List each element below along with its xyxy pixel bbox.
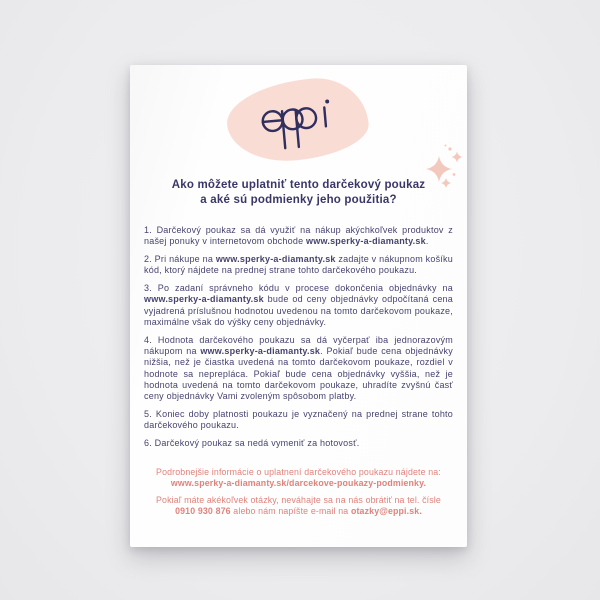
sparkle-icon (417, 143, 465, 191)
page-title-line: a aké sú podmienky jeho použitia? (200, 194, 397, 206)
term-item: 5. Koniec doby platnosti poukazu je vyznačený na prednej strane tohto darčekového poukazu. (144, 409, 453, 431)
page-title (144, 178, 453, 208)
eppi-logo (258, 96, 338, 152)
note-item: Podrobnejšie informácie o uplatnení darčekového poukazu nájdete na: www.sperky-a-diamanty.sk/darcekove-poukazy-podmienky. (156, 466, 441, 488)
note-item: Pokiaľ máte akékoľvek otázky, neváhajte sa na nás obrátiť na tel. čísle 0910 930 876 alebo nám napíšte e-mail na otazky@eppi.sk. (156, 495, 441, 517)
term-item: 3. Po zadaní správneho kódu v procese dokončenia objednávky na www.sperky-a-diamanty.sk bude od ceny objednávky odpočítaná cena vyjadrená príslušnou hodnotou uvedenou na tomto darčekovom poukaze, maximálne však do výšky ceny objednávky. (144, 283, 453, 328)
page-title-line: Ako môžete uplatniť tento darčekový poukaz (171, 179, 426, 191)
term-item: 4. Hodnota darčekového poukazu sa dá vyčerpať iba jednorazovým nákupom na www.sperky-a-diamanty.sk. Pokiaľ bude cena objednávky nižšia, než je čiastka uvedená na tomto darčekovom poukaze, rozdiel v hodnote sa neprepláca. Pokiaľ bude cena objednávky vyššia, než je hodnota uvedená na tomto darčekovom poukaze, uhradíte zvyšnú časť ceny objednávky Vami zvoleným spôsobom platby. (144, 334, 453, 402)
voucher-card (130, 65, 467, 547)
term-item: 2. Pri nákupe na www.sperky-a-diamanty.sk zadajte v nákupnom košíku kód, ktorý nájdete na prednej strane tohto darčekového poukazu. (144, 254, 453, 276)
terms-list (144, 225, 453, 450)
footer-notes (138, 467, 459, 518)
logo-blob (224, 74, 371, 166)
term-item: 6. Darčekový poukaz sa nedá vymeniť za hotovosť. (144, 438, 360, 449)
term-item: 1. Darčekový poukaz sa dá využiť na nákup akýchkoľvek produktov z našej ponuky v internetovom obchode www.sperky-a-diamanty.sk. (144, 225, 453, 247)
